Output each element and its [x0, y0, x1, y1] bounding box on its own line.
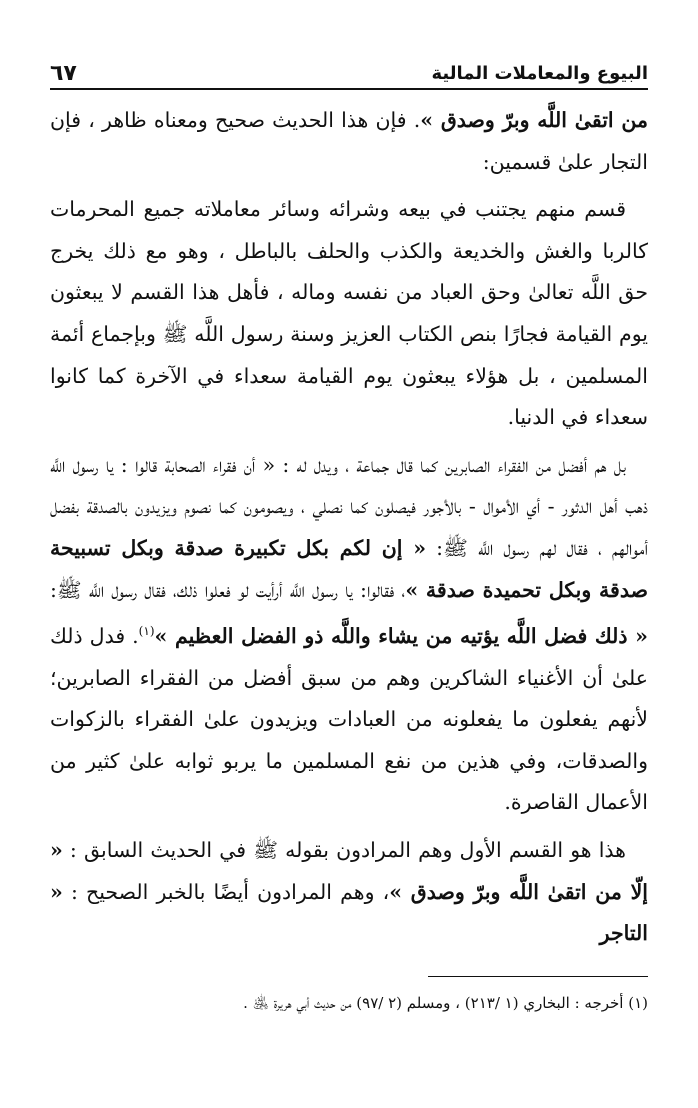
hadith-quote: « إن لكم بكل تكبيرة صدقة وبكل تسبيحة صدقة وبكل تحميدة صدقة » [50, 535, 648, 602]
chapter-title: البيوع والمعاملات المالية [431, 63, 648, 84]
paragraph-3 [50, 445, 648, 824]
paragraph-1 [50, 100, 648, 183]
hadith-quote: « التاجر [50, 879, 648, 946]
hadith-quote: من اتقىٰ اللَّه وبرّ وصدق » [420, 108, 648, 132]
paragraph-text: ، وهم المرادون أيضًا بالخبر الصحيح : [62, 879, 390, 904]
paragraph-text: هذا هو القسم الأول وهم المرادون بقوله ﷺ في الحديث السابق : [62, 837, 626, 862]
paragraph-2 [50, 189, 648, 439]
paragraph-text: . فإن هذا الحديث صحيح ومعناه ظاهر ، فإن التجار علىٰ قسمين: [50, 108, 648, 174]
footnote: (١) أخرجه : البخاري (١ /٢١٣) ، ومسلم (٢ /٩٧) من حديث أبي هريرة ﵁ . [243, 994, 648, 1012]
running-header [50, 50, 648, 90]
footnote-separator [428, 976, 648, 977]
page-body [50, 100, 648, 955]
footnote-ref: (١) [138, 624, 155, 639]
hadith-quote: « ذلك فضل اللَّه يؤتيه من يشاء واللَّه ذو الفضل العظيم » [154, 623, 648, 648]
paragraph-text: قسم منهم يجتنب في بيعه وشرائه وسائر معاملاته جميع المحرمات كالربا والغش والخديعة والكذب والحلف بالباطل ، وهو مع ذلك يخرج حق اللَّه تعالىٰ وحق العباد من نفسه وماله ، فأهل هذا القسم لا يبعثون يوم القيامة فجارًا بنص الكتاب العزيز وسنة رسول اللَّه ﷺ وبإجماع أئمة المسلمين ، بل هؤلاء يبعثون يوم القيامة سعداء في الآخرة كما كانوا سعداء في الدنيا. [50, 197, 648, 430]
paragraph-text: ، فقالوا: يا رسول اللَّه أرأيت لو فعلوا ذلك، فقال رسول اللَّه ﷺ: [50, 577, 406, 602]
paragraph-text: . فدل ذلك علىٰ أن الأغنياء الشاكرين وهم من سبق أفضل من الفقراء الصابرين؛ لأنهم يفعلون ما يفعلونه من العبادات ويزيدون علىٰ الفقراء بالزكوات والصدقات، وفي هذين من نفع المسلمين ما يربو ثوابه علىٰ كثير من الأعمال القاصرة. [50, 623, 648, 815]
page-number: ٦٧ [50, 61, 77, 86]
hadith-quote: « إلّا من اتقىٰ اللَّه وبرّ وصدق » [50, 837, 648, 904]
paragraph-4 [50, 830, 648, 955]
paragraph-text: بل هم أفضل من الفقراء الصابرين كما قال جماعة ، ويدل له : « أن فقراء الصحابة قالوا : يا رسول اللَّه ذهب أهل الدثور - أي الأموال - بالأجور فيصلون كما نصلي ، ويصومون كما نصوم ويزيدون بالصدقة بفضل أموالهم ، فقال لهم رسول اللَّه ﷺ: [50, 452, 648, 560]
